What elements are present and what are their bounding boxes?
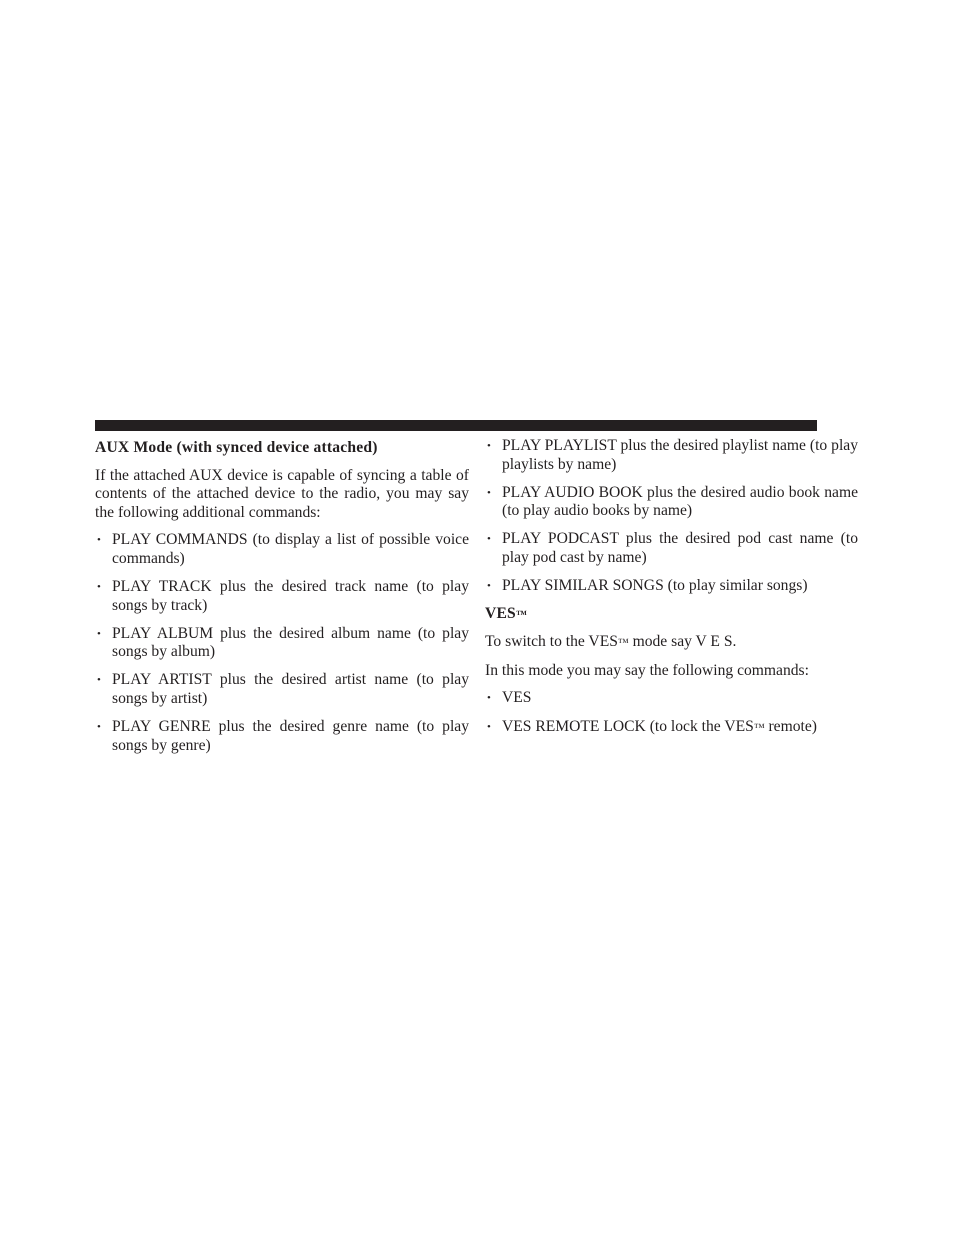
aux-mode-heading: AUX Mode (with synced device attached) xyxy=(95,439,378,456)
bullet-icon: • xyxy=(97,534,101,547)
bullet-icon: • xyxy=(97,721,101,734)
ves-heading: VES™ xyxy=(485,604,528,622)
ves-switch-paragraph: To switch to the VES™ mode say V E S. xyxy=(485,633,737,651)
aux-command-list xyxy=(95,531,469,755)
trademark-symbol: ™ xyxy=(515,608,528,621)
bullet-icon: • xyxy=(487,440,491,452)
right-column xyxy=(485,437,858,737)
ves-command-list xyxy=(485,689,858,737)
list-item: • PLAY PLAYLIST plus the desired playlist name (to play playlists by name) xyxy=(487,437,858,473)
list-item: • PLAY GENRE plus the desired genre name (to play songs by genre) xyxy=(97,718,469,754)
trademark-symbol: ™ xyxy=(617,637,629,650)
list-item: • PLAY SIMILAR SONGS (to play similar songs) xyxy=(487,577,808,595)
aux-intro-paragraph: If the attached AUX device is capable of syncing a table of contents of the attached device to the radio, you may say the following additional commands: xyxy=(95,466,469,521)
list-item: • PLAY AUDIO BOOK plus the desired audio book name (to play audio books by name) xyxy=(487,483,858,520)
trademark-symbol: ™ xyxy=(753,721,765,734)
bullet-icon: • xyxy=(487,486,491,499)
list-item: • PLAY COMMANDS (to display a list of possible voice commands) xyxy=(97,531,469,567)
list-item: • PLAY ALBUM plus the desired album name (to play songs by album) xyxy=(97,624,469,661)
bullet-icon: • xyxy=(487,580,491,593)
header-rule xyxy=(95,420,817,431)
list-item: • PLAY TRACK plus the desired track name (to play songs by track) xyxy=(97,578,469,614)
bullet-icon: • xyxy=(97,627,101,640)
bullet-icon: • xyxy=(97,581,101,594)
list-item: • VES xyxy=(487,689,532,707)
bullet-icon: • xyxy=(487,533,491,546)
bullet-icon: • xyxy=(97,674,101,687)
bullet-icon: • xyxy=(487,692,491,705)
left-column xyxy=(95,437,469,755)
list-item: • PLAY PODCAST plus the desired pod cast name (to play pod cast by name) xyxy=(487,530,858,566)
ves-mode-intro: In this mode you may say the following commands: xyxy=(485,661,809,679)
list-item: • PLAY ARTIST plus the desired artist name (to play songs by artist) xyxy=(97,671,469,708)
bullet-icon: • xyxy=(487,720,491,733)
list-item: • VES REMOTE LOCK (to lock the VES™ remote) xyxy=(487,717,817,735)
playlist-command-list xyxy=(485,437,858,596)
